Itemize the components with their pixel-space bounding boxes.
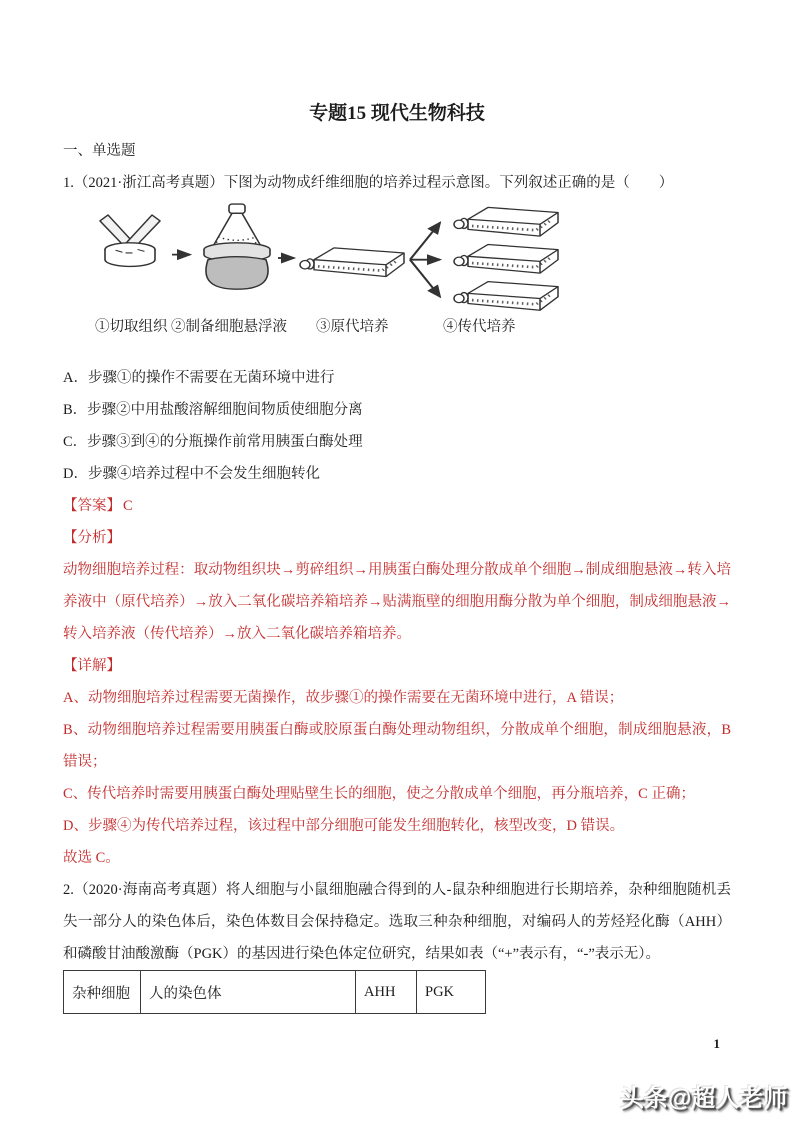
page-title: 专题15 现代生物科技 bbox=[309, 103, 485, 124]
diagram-label-step3: ③原代培养 bbox=[316, 319, 389, 335]
page-number: 1 bbox=[713, 1036, 720, 1051]
cell-culture-diagram-image bbox=[88, 199, 568, 317]
watermark: 头条@超人老师 bbox=[620, 1085, 788, 1112]
table-header-human-chromosome: 人的染色体 bbox=[141, 971, 356, 1014]
diagram-label-step1: ①切取组织 bbox=[95, 319, 168, 335]
detail-label: 【详解】 bbox=[63, 658, 121, 674]
answer-line bbox=[63, 490, 731, 522]
detail-option-a: A、动物细胞培养过程需要无菌操作，故步骤①的操作需要在无菌环境中进行，A 错误； bbox=[63, 690, 624, 706]
detail-option-c: C、传代培养时需要用胰蛋白酶处理贴壁生长的细胞，使之分散成单个细胞，再分瓶培养，C 正确； bbox=[63, 786, 695, 802]
question2-stem: 2.（2020·海南高考真题）将人细胞与小鼠细胞融合得到的人-鼠杂种细胞进行长期培养，杂种细胞随机丢失一部分人的染色体后，染色体数目会保持稳定。选取三种杂种细胞，对编码人的芳烃羟化酶（AHH）和磷酸甘油酸激酶（PGK）的基因进行染色体定位研究，结果如表（“+”表示有，“-”表示无）。 bbox=[63, 882, 731, 962]
detail-option-b: B、动物细胞培养过程需要用胰蛋白酶或胶原蛋白酶处理动物组织，分散成单个细胞，制成细胞悬液，B 错误； bbox=[63, 722, 731, 770]
question1-option-d: D．步骤④培养过程中不会发生细胞转化 bbox=[63, 466, 320, 482]
document-content bbox=[63, 100, 731, 1014]
question1-option-b: B．步骤②中用盐酸溶解细胞间物质使细胞分离 bbox=[63, 402, 363, 418]
detail-option-d: D、步骤④为传代培养过程，该过程中部分细胞可能发生细胞转化，核型改变，D 错误。 bbox=[63, 818, 625, 834]
subculture-flasks-icon bbox=[454, 207, 558, 310]
cell-suspension-flask-icon bbox=[204, 204, 270, 289]
diagram-label-step2: ②制备细胞悬浮液 bbox=[171, 319, 287, 335]
primary-culture-flask-icon bbox=[300, 248, 404, 277]
table-header-row bbox=[64, 971, 486, 1014]
table-header-pgk: PGK bbox=[417, 971, 486, 1014]
diagram-labels bbox=[63, 317, 731, 341]
detail-conclusion: 故选 C。 bbox=[63, 850, 120, 866]
diagram-label-step4: ④传代培养 bbox=[443, 319, 516, 335]
question1-stem: 1.（2021·浙江高考真题）下图为动物成纤维细胞的培养过程示意图。下列叙述正确的是（ ） bbox=[63, 175, 674, 191]
analysis-label: 【分析】 bbox=[63, 530, 121, 546]
table-header-ahh: AHH bbox=[356, 971, 417, 1014]
analysis-text: 动物细胞培养过程：取动物组织块→剪碎组织→用胰蛋白酶处理分散成单个细胞→制成细胞悬液→转入培养液中（原代培养）→放入二氧化碳培养箱培养→贴满瓶壁的细胞用酶分散为单个细胞，制成细胞悬液→转入培养液（传代培养）→放入二氧化碳培养箱培养。 bbox=[63, 562, 731, 642]
question1-diagram bbox=[63, 199, 731, 362]
table-header-hybrid-cell: 杂种细胞 bbox=[64, 971, 141, 1014]
question1-option-c: C．步骤③到④的分瓶操作前常用胰蛋白酶处理 bbox=[63, 434, 363, 450]
petri-dish-scalpels-icon bbox=[100, 215, 160, 266]
split-arrows-icon bbox=[410, 223, 440, 297]
question2-table bbox=[63, 970, 486, 1014]
section-heading: 一、单选题 bbox=[63, 143, 136, 159]
answer-label: 【答案】 bbox=[63, 498, 121, 514]
answer-value: C bbox=[123, 498, 133, 514]
question1-option-a: A．步骤①的操作不需要在无菌环境中进行 bbox=[63, 370, 335, 386]
